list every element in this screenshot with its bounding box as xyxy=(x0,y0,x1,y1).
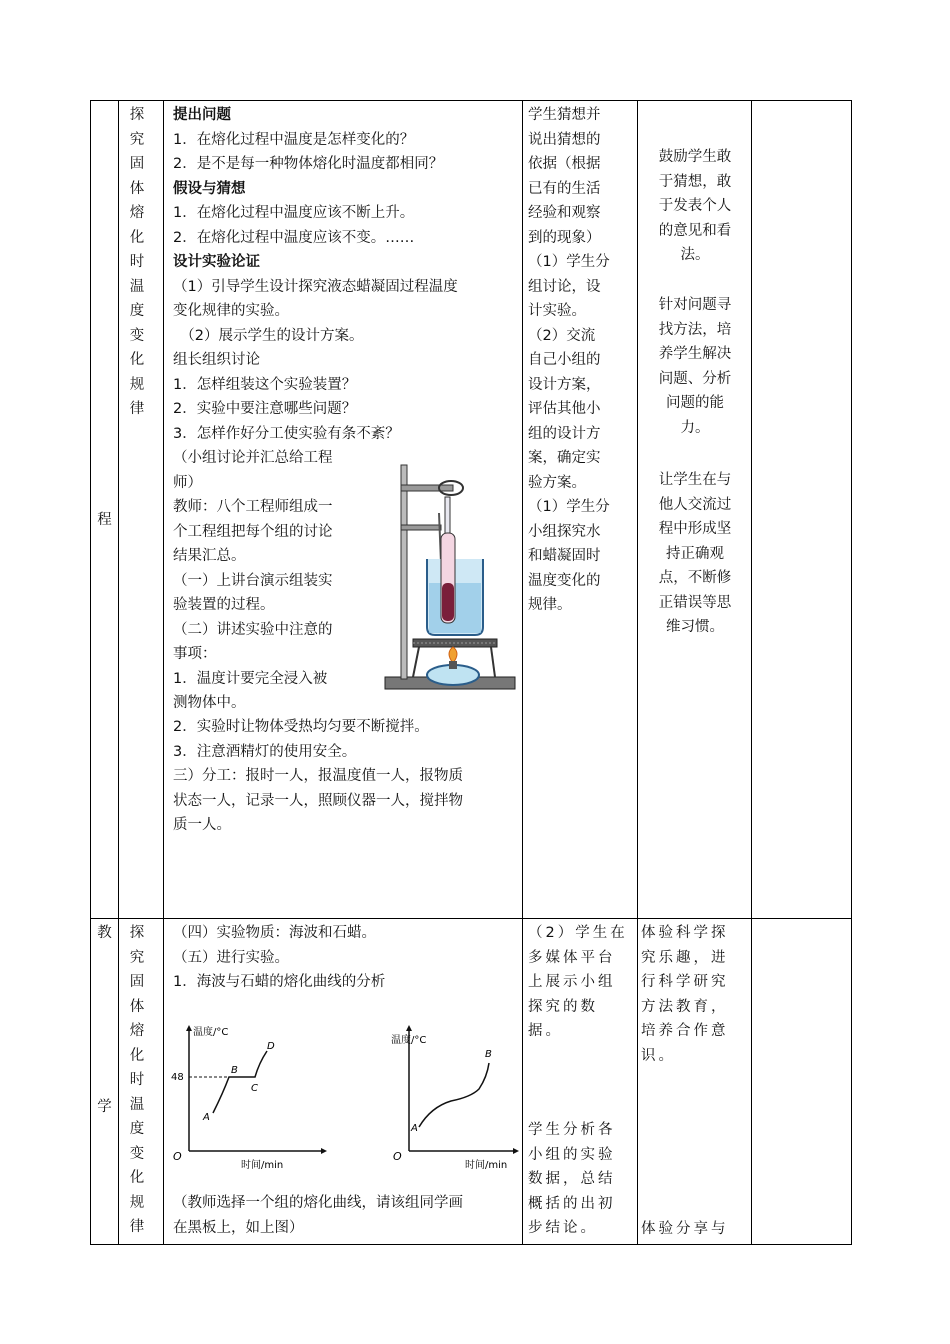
topic-char: 温 xyxy=(129,1096,145,1113)
melting-curve xyxy=(213,1051,267,1113)
text-line: 评估其他小 xyxy=(528,401,601,417)
teacher-activity-tail xyxy=(173,715,518,838)
topic-char: 律 xyxy=(129,1219,145,1235)
text-line: 依据（根据 xyxy=(528,156,601,172)
text-line: 组讨论，设 xyxy=(528,278,601,295)
topic-char: 化 xyxy=(129,352,145,368)
text-line: 培养合作意 xyxy=(641,1023,729,1039)
text-line: 他人交流过 xyxy=(658,496,732,513)
stage-char: 教 xyxy=(97,925,112,941)
text-line: 2．在熔化过程中温度应该不变。…… xyxy=(173,229,415,246)
stage-char: 学 xyxy=(97,1099,112,1115)
origin-label: O xyxy=(393,1150,402,1163)
text-line: 找方法，培 xyxy=(658,321,732,338)
text-line: 让学生在与 xyxy=(658,472,732,488)
y-axis-label: 温度/°C xyxy=(193,1027,229,1038)
text-line: （小组讨论并汇总给工程 xyxy=(173,450,333,466)
teacher-activity-cell xyxy=(173,103,518,446)
text-line: 2．实验中要注意哪些问题？ xyxy=(173,401,357,417)
student-activity-2a xyxy=(528,921,634,1044)
design-intent-c xyxy=(641,468,749,640)
text-line: 三）分工：报时一人，报温度值一人，报物质 xyxy=(173,768,463,784)
topic-char: 变 xyxy=(129,1145,145,1162)
topic-char: 规 xyxy=(129,1194,145,1211)
text-line: （四）实验物质：海波和石蜡。 xyxy=(173,925,376,941)
text-line: 说出猜想的 xyxy=(528,131,601,148)
text-line: 验方案。 xyxy=(528,474,586,491)
text-line: 于发表个人 xyxy=(658,198,732,214)
text-line: 学生分析各 xyxy=(528,1122,616,1138)
text-line: 已有的生活 xyxy=(528,180,601,197)
text-line: （2）交流 xyxy=(528,327,596,344)
text-line: 到的现象） xyxy=(528,229,601,246)
text-line: 3．怎样作好分工使实验有条不紊？ xyxy=(173,425,400,442)
text-line: 设计实验论证 xyxy=(173,254,260,270)
stage-cell-2 xyxy=(91,921,118,946)
topic-char: 究 xyxy=(129,131,145,148)
text-line: 教师：八个工程师组成一 xyxy=(173,499,333,515)
text-line: 案，确定实 xyxy=(528,450,601,466)
text-line: 小组探究水 xyxy=(528,523,601,540)
text-line: （教师选择一个组的熔化曲线，请该组同学画 xyxy=(173,1195,463,1211)
teacher-activity-cell-2 xyxy=(173,921,518,995)
column-divider xyxy=(118,101,119,1244)
topic-char: 固 xyxy=(129,974,145,990)
text-line: 数据，总结 xyxy=(528,1171,616,1187)
text-line: 多媒体平台 xyxy=(528,949,616,966)
text-line: 2．是不是每一种物体熔化时温度都相同？ xyxy=(173,156,444,172)
topic-char: 规 xyxy=(129,376,145,393)
apparatus-illustration xyxy=(383,463,519,693)
topic-char: 时 xyxy=(129,254,145,270)
text-line: （1）引导学生设计探究液态蜡凝固过程温度 xyxy=(173,278,458,295)
text-line: 方法教育， xyxy=(641,998,729,1015)
text-line: 点，不断修 xyxy=(658,570,732,586)
text-line: （1）学生分 xyxy=(528,499,610,515)
point-label: A xyxy=(203,1112,210,1123)
text-line: 维习惯。 xyxy=(666,619,724,635)
topic-char: 体 xyxy=(129,998,145,1015)
topic-cell xyxy=(124,103,150,422)
stage-cell xyxy=(91,508,118,533)
stage-cell-2b xyxy=(91,1095,118,1120)
text-line: 持正确观 xyxy=(666,545,724,562)
topic-char: 究 xyxy=(129,949,145,966)
text-line: （2）学生在 xyxy=(528,925,628,941)
text-line: 程中形成坚 xyxy=(658,521,732,537)
text-line: 概括的出初 xyxy=(528,1195,616,1212)
text-line: 和蜡凝固时 xyxy=(528,548,601,564)
topic-char: 固 xyxy=(129,156,145,172)
text-line: 小组的实验 xyxy=(528,1146,616,1163)
text-line: 事项： xyxy=(173,646,217,662)
text-line: 据。 xyxy=(528,1023,563,1039)
design-intent-b xyxy=(641,293,749,440)
point-label: B xyxy=(231,1065,238,1076)
text-line: 规律。 xyxy=(528,597,572,613)
text-line: 识。 xyxy=(641,1047,676,1064)
text-line: 力。 xyxy=(680,419,710,436)
topic-char: 变 xyxy=(129,327,145,344)
origin-label: O xyxy=(173,1150,182,1163)
text-line: 结果汇总。 xyxy=(173,548,246,564)
text-line: 提出问题 xyxy=(173,107,231,123)
topic-char: 熔 xyxy=(129,1023,145,1039)
text-line: 质一人。 xyxy=(173,817,231,833)
topic-char: 探 xyxy=(129,925,145,941)
topic-cell-2 xyxy=(124,921,150,1240)
text-line: 学生猜想并 xyxy=(528,107,601,123)
topic-char: 熔 xyxy=(129,205,145,221)
x-axis-label: 时间/min xyxy=(465,1160,508,1171)
melting-curve xyxy=(419,1063,489,1127)
text-line: 师） xyxy=(173,474,202,491)
text-line: 1．温度计要完全浸入被 xyxy=(173,670,328,687)
text-line: 的意见和看 xyxy=(658,222,732,239)
column-divider xyxy=(637,101,638,1244)
topic-char: 度 xyxy=(129,1121,145,1137)
topic-char: 化 xyxy=(129,1047,145,1064)
text-line: 于猜想，敢 xyxy=(658,173,732,190)
text-line: 养学生解决 xyxy=(658,346,732,362)
x-axis-label: 时间/min xyxy=(241,1160,284,1171)
text-line: （二）讲述实验中注意的 xyxy=(173,621,333,638)
text-line: 2．实验时让物体受热均匀要不断搅拌。 xyxy=(173,719,429,735)
text-line: 正错误等思 xyxy=(658,594,732,611)
text-line: 假设与猜想 xyxy=(173,180,246,197)
text-line: （1）学生分 xyxy=(528,254,610,270)
teacher-activity-narrow xyxy=(173,446,373,716)
point-label: B xyxy=(485,1049,492,1060)
topic-char: 度 xyxy=(129,303,145,319)
topic-char: 化 xyxy=(129,229,145,246)
text-line: 温度变化的 xyxy=(528,572,601,589)
text-line: （五）进行实验。 xyxy=(173,949,289,966)
text-line: 问题的能 xyxy=(666,395,724,411)
y-axis-label: 温度/°C xyxy=(391,1035,427,1046)
column-divider xyxy=(522,101,523,1244)
paraffin-melting-graph xyxy=(391,1023,521,1173)
text-line: 1．海波与石蜡的熔化曲线的分析 xyxy=(173,974,386,990)
text-line: 行科学研究 xyxy=(641,974,729,990)
topic-char: 温 xyxy=(129,278,145,295)
text-line: 究乐趣，进 xyxy=(641,949,729,966)
stage-char: 程 xyxy=(97,512,112,528)
text-line: 上展示小组 xyxy=(528,974,616,990)
y-tick-label: 48 xyxy=(171,1072,184,1083)
design-intent-a xyxy=(641,145,749,268)
topic-char: 体 xyxy=(129,180,145,197)
text-line: 1．怎样组装这个实验装置？ xyxy=(173,376,357,393)
text-line: 经验和观察 xyxy=(528,205,601,221)
text-line: 体验分享与 xyxy=(641,1221,729,1237)
design-intent-2a xyxy=(641,921,749,1068)
text-line: 组的设计方 xyxy=(528,425,601,442)
text-line: 在黑板上，如上图） xyxy=(173,1219,304,1236)
text-line: 自己小组的 xyxy=(528,352,601,368)
student-activity-cell xyxy=(528,103,634,618)
text-line: 变化规律的实验。 xyxy=(173,303,289,319)
topic-char: 时 xyxy=(129,1072,145,1088)
haibo-melting-graph xyxy=(171,1023,331,1173)
text-line: 针对问题寻 xyxy=(658,297,732,313)
lesson-table xyxy=(90,100,852,1245)
text-line: （一）上讲台演示组装实 xyxy=(173,572,333,589)
teacher-activity-note xyxy=(173,1191,518,1240)
row-divider xyxy=(91,918,851,919)
text-line: 个工程组把每个组的讨论 xyxy=(173,523,333,540)
text-line: 状态一人，记录一人，照顾仪器一人，搅拌物 xyxy=(173,792,463,809)
text-line: 1．在熔化过程中温度应该不断上升。 xyxy=(173,205,415,221)
text-line: 问题、分析 xyxy=(658,370,732,387)
text-line: 组长组织讨论 xyxy=(173,352,260,368)
text-line: 探究的数 xyxy=(528,998,598,1015)
text-line: 设计方案， xyxy=(528,376,601,393)
text-line: 测物体中。 xyxy=(173,695,246,711)
point-label: D xyxy=(267,1041,275,1052)
text-line: 法。 xyxy=(680,247,710,263)
point-label: A xyxy=(411,1123,418,1134)
design-intent-2b xyxy=(641,1217,749,1242)
text-line: 3．注意酒精灯的使用安全。 xyxy=(173,743,357,760)
topic-char: 化 xyxy=(129,1170,145,1186)
point-label: C xyxy=(251,1083,258,1094)
text-line: （2）展示学生的设计方案。 xyxy=(173,327,364,344)
topic-char: 律 xyxy=(129,401,145,417)
topic-char: 探 xyxy=(129,107,145,123)
text-line: 1．在熔化过程中温度是怎样变化的？ xyxy=(173,131,415,148)
text-line: 步结论。 xyxy=(528,1220,598,1236)
text-line: 鼓励学生敢 xyxy=(658,149,732,165)
student-activity-2b xyxy=(528,1118,634,1241)
text-line: 验装置的过程。 xyxy=(173,597,275,613)
text-line: 计实验。 xyxy=(528,303,586,319)
column-divider xyxy=(163,101,164,1244)
column-divider xyxy=(751,101,752,1244)
text-line: 体验科学探 xyxy=(641,925,729,941)
